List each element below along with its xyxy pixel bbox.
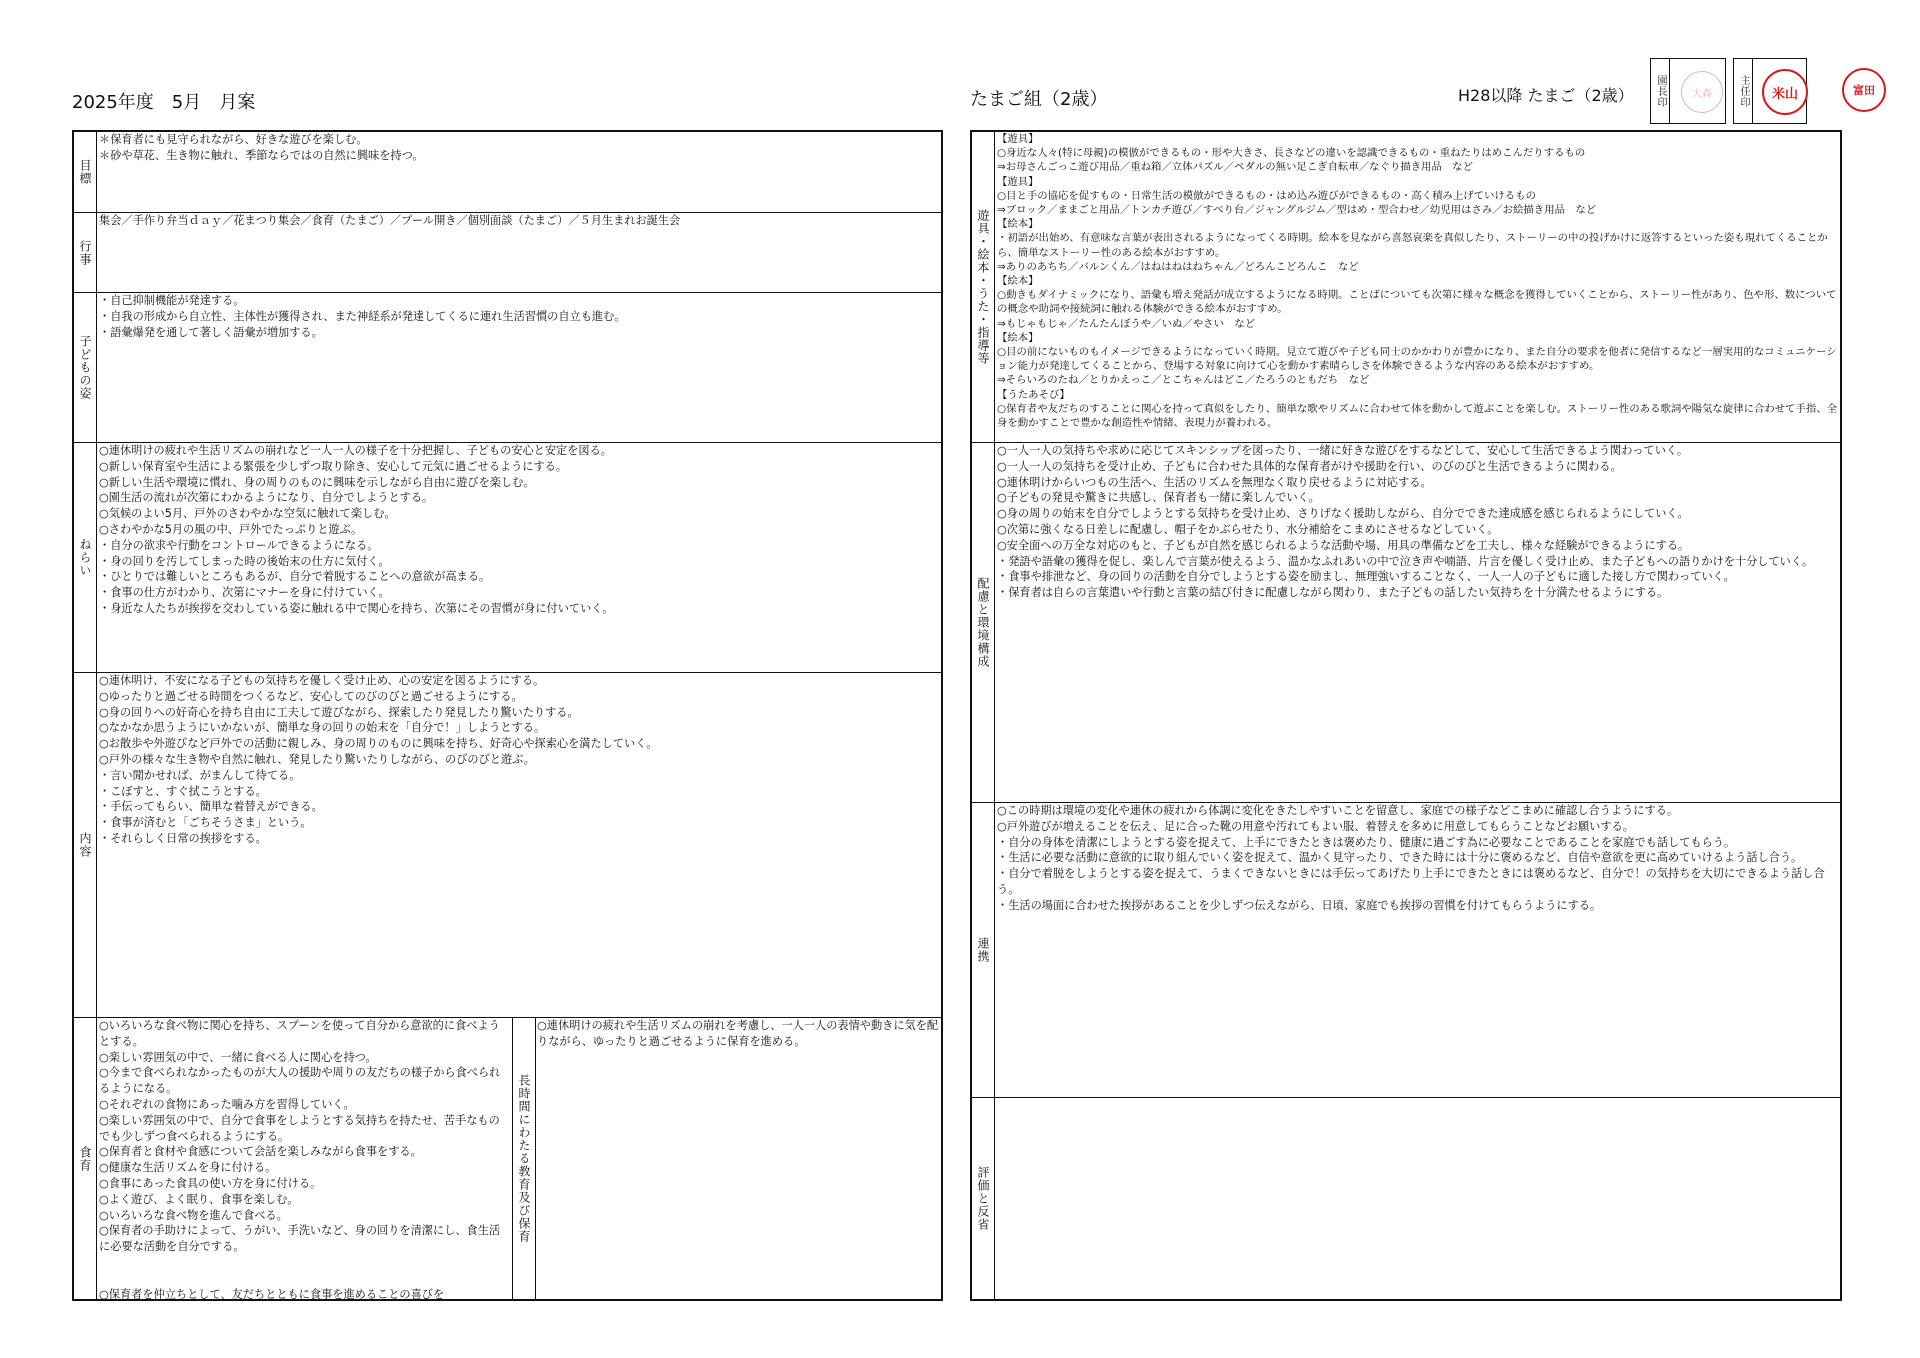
text-line: ○保育者や友だちのすることに関心を持って真似をしたり、簡単な歌やリズムに合わせて体を動かして遊ぶことを楽しむ。ストーリー性のある歌詞や陽気な旋律に合わせて手指、全身を動かすことで豊かな創造性や情緒、表現力が養われる。: [997, 402, 1838, 430]
class-name: たまご組（2歳）: [970, 89, 1108, 110]
text-line: [99, 1271, 509, 1287]
text-line: ○健康な生活リズムを身に付ける。: [99, 1161, 277, 1175]
text-line: ・生活に必要な活動に意欲的に取り組んでいく姿を捉えて、温かく見守ったり、できた時には十分に褒めるなど、自信や意欲を更に高めていけるよう話し合う。: [997, 851, 1803, 865]
text-line: ○戸外遊びが増えることを伝え、足に合った靴の用意や汚れてもよい服、着替えを多めに用意してもらうことなどお願いする。: [997, 819, 1634, 833]
text-line: ○さわやかな5月の風の中、戸外でたっぷりと遊ぶ。: [99, 522, 363, 536]
text-line: ○身近な人々(特に母親)の模倣ができるもの・形や大きさ、長さなどの違いを認識できるもの・重ねたりはめこんだりするもの: [997, 147, 1586, 160]
events-text: [97, 213, 941, 292]
text-line: ・語彙爆発を通して著しく語彙が増加する。: [99, 325, 323, 339]
teacher-stamp-label: 主任印: [1738, 74, 1749, 108]
text-line: ○動きもダイナミックになり、語彙も増え発話が成立するようになる時期。ことばについても次第に様々な概念を獲得していくことから、ストーリー性があり、色や形、数についての概念や助詞や接続詞に触れる体験ができる絵本がおすすめ。: [997, 289, 1837, 316]
text-line: ○連休明けの疲れや生活リズムの崩れを考慮し、一人一人の表情や動きに気を配りながら、ゆったりと過ごせるように保育を進める。: [537, 1019, 939, 1048]
text-line: ○戸外の様々な生き物や自然に触れ、発見したり驚いたりしながら、のびのびと遊ぶ。: [99, 752, 535, 766]
text-line: ○なかなか思うようにいかないが、簡単な身の回りの始末を「自分で！」しようとする。: [99, 721, 546, 735]
text-line: ・自分の身体を清潔にしようとする姿を捉えて、上手にできたときは褒めたり、健康に過ごす為に必要なことであることを家庭でも話してもらう。: [997, 835, 1736, 849]
text-line: ⇒そらいろのたね／とりかえっこ／とこちゃんはどこ／たろうのともだち など: [997, 374, 1370, 387]
right-plan-table: [970, 130, 1842, 1301]
goal-text: [97, 132, 941, 212]
template-reference: H28以降 たまご（2歳）: [1458, 86, 1634, 105]
text-line: ○この時期は環境の変化や連休の疲れから体調に変化をきたしやすいことを留意し、家庭での様子などこまめに確認し合うようにする。: [997, 804, 1679, 817]
text-line: ○目と手の協応を促すもの・日常生活の模倣ができるもの・はめ込み遊びができるもの・高く積み上げていけるもの: [997, 189, 1536, 202]
text-line: ○食事にあった食具の使い方を身に付ける。: [99, 1176, 322, 1190]
text-line: ・保育者は自らの言葉遣いや行動と言葉の結び付きに配慮しながら関わり、また子どもの話したい気持ちを十分満たせるようにする。: [997, 586, 1669, 600]
cooperation-row: [972, 802, 1840, 1097]
text-line: ＊保育者にも見守られながら、好きな遊びを楽しむ。: [99, 133, 368, 146]
content-row: [74, 672, 941, 1017]
text-line: ・食事の仕方がわかり、次第にマナーを身に付けていく。: [99, 586, 390, 600]
text-line: ・自己抑制機能が発達する。: [99, 294, 245, 307]
food-label: 食育: [78, 1145, 92, 1172]
goal-label: 目標: [78, 159, 92, 185]
child-state-text: [97, 293, 941, 442]
text-line: ⇒お母さんごっこ遊び用品／重ね箱／立体パズル／ペダルの無い足こぎ自転車／なぐり描き用品 など: [997, 161, 1474, 174]
text-line: ○子どもの発見や驚きに共感し、保育者も一緒に楽しんでいく。: [997, 491, 1320, 505]
text-line: ・初語が出始め、有意味な言葉が表出されるようになってくる時期。絵本を見ながら喜怒哀楽を真似したり、ストーリーの中の投げかけに返答するといった姿も現れてくることから、簡単なストーリー性のある絵本がおすすめ。: [997, 232, 1828, 259]
cooperation-text: [995, 803, 1840, 1097]
child-state-label: 子どもの姿: [78, 335, 92, 400]
aims-text: [97, 443, 941, 672]
long-hours-text: [535, 1018, 941, 1299]
evaluation-row: [972, 1097, 1840, 1299]
play-row: [972, 132, 1840, 442]
principal-stamp-label: 園長印: [1655, 74, 1666, 108]
text-line: ・言い聞かせれば、がまんして待てる。: [99, 768, 301, 782]
principal-seal: 大森: [1681, 71, 1723, 113]
text-line: ・発語や語彙の獲得を促し、楽しんで言葉が使えるよう、温かなふれあいの中で泣き声や喃語、片言を優しく受け止め、また子どもへの語りかけを十分していく。: [997, 554, 1814, 568]
play-text: [995, 132, 1840, 442]
text-line: ・自分の欲求や行動をコントロールできるようになる。: [99, 538, 379, 552]
text-line: 【絵本】: [997, 218, 1039, 231]
text-line: ・食事が済むと「ごちそうさま」という。: [99, 816, 312, 830]
evaluation-text: [995, 1098, 1840, 1299]
text-line: ○園生活の流れが次第にわかるようになり、自分でしようとする。: [99, 491, 434, 505]
text-line: ○保育者と食材や食感について会話を楽しみながら食事をする。: [99, 1145, 422, 1159]
text-line: ・食事や排泄など、身の回りの活動を自分でしようとする姿を励まし、無理強いすることなく、一人一人の子どもに適した接し方で関わっていく。: [997, 570, 1735, 584]
text-line: 集会／手作り弁当ｄａｙ／花まつり集会／食育（たまご）／プール開き／個別面談（たまご）／５月生まれお誕生会: [99, 214, 681, 227]
text-line: ＊砂や草花、生き物に触れ、季節ならではの自然に興味を持つ。: [99, 148, 424, 162]
text-line: ・身の回りを汚してしまった時の後始末の仕方に気付く。: [99, 554, 390, 568]
left-plan-table: [72, 130, 943, 1301]
text-line: ○安全面への万全な対応のもと、子どもが自然を感じられるような活動や場、用具の準備などを工夫し、様々な経験ができるようにする。: [997, 538, 1690, 552]
text-line: ○ゆったりと過ごせる時間をつくるなど、安心してのびのびと過ごせるようにする。: [99, 689, 523, 703]
text-line: ○次第に強くなる日差しに配慮し、帽子をかぶらせたり、水分補給をこまめにさせるなどしていく。: [997, 522, 1499, 536]
text-line: ・それらしく日常の挨拶をする。: [99, 831, 267, 845]
text-line: ○連休明けからいつもの生活へ、生活のリズムを無理なく取り戻せるように対応する。: [997, 475, 1432, 489]
text-line: ・ひとりでは難しいところもあるが、自分で着脱することへの意欲が高まる。: [99, 570, 491, 584]
goal-row: [74, 132, 941, 212]
text-line: ○今まで食べられなかったものが大人の援助や周りの友だちの様子から食べられるようになる。: [99, 1066, 501, 1096]
text-line: ⇒ブロック／ままごと用品／トンカチ遊び／すべり台／ジャングルジム／型はめ・型合わせ／幼児用はさみ／お絵描き用品 など: [997, 204, 1597, 217]
play-label: 遊具・絵本・うた・指導等: [976, 209, 990, 365]
text-line: ○保育者を仲立ちとして、友だちとともに食事を進めることの喜びを: [99, 1287, 445, 1299]
text-line: ○気候のよい5月、戸外のさわやかな空気に触れて楽しむ。: [99, 507, 396, 521]
long-hours-label: 長時間にわたる教育及び保育: [517, 1074, 531, 1243]
text-line: ○楽しい雰囲気の中で、自分で食事をしようとする気持ちを持たせ、苦手なものでも少しずつ食べられるようにする。: [99, 1113, 500, 1143]
text-line: ○連休明け、不安になる子どもの気持ちを優しく受け止め、心の安定を図るようにする。: [99, 674, 545, 687]
text-line: ⇒ありのあちち／バルンくん／はねはねはねちゃん／どろんこどろんこ など: [997, 260, 1359, 273]
text-line: ・生活の場面に合わせた挨拶があることを少しずつ伝えながら、日頃、家庭でも挨拶の習慣を付けてもらうようにする。: [997, 898, 1602, 912]
text-line: 【うたあそび】: [997, 388, 1070, 401]
text-line: ・こぼすと、すぐ拭こうとする。: [99, 784, 267, 798]
plan-title: 2025年度 5月 月案: [72, 92, 256, 113]
text-line: [99, 1255, 509, 1271]
food-row: [74, 1017, 941, 1299]
text-line: ○身の回りへの好奇心を持ち自由に工夫して遊びながら、探索したり発見したり驚いたりする。: [99, 705, 579, 719]
text-line: ○一人一人の気持ちを受け止め、子どもに合わせた具体的な保育者がけや援助を行い、のびのびと生活できるように関わる。: [997, 459, 1622, 473]
text-line: ○身の周りの始末を自分でしようとする気持ちを受け止め、さりげなく援助しながら、自分でできた達成感を感じられるようにしていく。: [997, 507, 1689, 521]
text-line: ○連休明けの疲れや生活リズムの崩れなど一人一人の様子を十分把握し、子どもの安心と安定を図る。: [99, 444, 612, 457]
food-text: [97, 1018, 511, 1299]
cooperation-label: 連携: [976, 937, 990, 963]
text-line: ○お散歩や外遊びなど戸外での活動に親しみ、身の周りのものに興味を持ち、好奇心や探索心を満たしていく。: [99, 737, 658, 751]
text-line: ○よく遊び、よく眠り、食事を楽しむ。: [99, 1192, 299, 1206]
text-line: ○それぞれの食物にあった噛み方を習得していく。: [99, 1097, 355, 1111]
child-state-row: [74, 292, 941, 442]
environment-text: [995, 443, 1840, 802]
text-line: ○新しい保育室や生活による緊張を少しずつ取り除き、安心して元気に過ごせるようにする。: [99, 459, 568, 473]
events-label: 行事: [78, 239, 92, 266]
content-label: 内容: [78, 832, 92, 858]
text-line: 【絵本】: [997, 331, 1039, 344]
environment-row: [972, 442, 1840, 802]
text-line: ○いろいろな食べ物を進んで食べる。: [99, 1208, 288, 1222]
text-line: 【遊具】: [997, 175, 1039, 188]
text-line: ・自分で着脱をしようとする姿を捉えて、うまくできないときには手伝ってあげたり上手にできたときには褒めるなど、自分で！の気持ちを大切にできるよう話し合う。: [997, 867, 1825, 896]
aims-row: [74, 442, 941, 672]
events-row: [74, 212, 941, 292]
text-line: ・身近な人たちが挨拶を交わしている姿に触れる中で関心を持ち、次第にその習慣が身に付いていく。: [99, 601, 614, 615]
evaluation-label: 評価と反省: [976, 1166, 990, 1231]
text-line: ○目の前にないものもイメージできるようになっていく時期。見立て遊びや子ども同士のかかわりが豊かになり、また自分の要求を他者に発信するなど一層実用的なコミュニケーション能力が発達してくることから、登場する対象に向けて心を動かす素晴らしさを体験できるような内容のある絵本がおすすめ。: [997, 346, 1837, 373]
text-line: ○一人一人の気持ちや求めに応じてスキンシップを図ったり、一緒に好きな遊びをするなどして、安心して生活できるよう関わっていく。: [997, 444, 1689, 457]
text-line: ○楽しい雰囲気の中で、一緒に食べる人に関心を持つ。: [99, 1050, 377, 1064]
text-line: ・自我の形成から自立性、主体性が獲得され、また神経系が発達してくるに連れ生活習慣の自立も進む。: [99, 309, 626, 323]
content-text: [97, 673, 941, 1017]
text-line: ・手伝ってもらい、簡単な着替えができる。: [99, 800, 323, 814]
principal-stamp-box: [1650, 58, 1726, 124]
text-line: ⇒もじゃもじゃ／たんたんぼうや／いぬ／やさい など: [997, 317, 1256, 330]
text-line: 【絵本】: [997, 275, 1039, 288]
environment-label: 配慮と環境構成: [976, 577, 990, 668]
text-line: ○保育者の手助けによって、うがい、手洗いなど、身の回りを清潔にし、食生活に必要な活動を自分でする。: [99, 1224, 501, 1254]
text-line: 【遊具】: [997, 133, 1039, 145]
text-line: ○いろいろな食べ物に関心を持ち、スプーンを使って自分から意欲的に食べようとする。: [99, 1019, 500, 1048]
teacher-seal: 米山: [1762, 69, 1808, 115]
aims-label: ねらい: [78, 538, 92, 577]
text-line: ○新しい生活や環境に慣れ、身の周りのものに興味を示しながら自由に遊びを楽しむ。: [99, 475, 535, 489]
teacher-stamp-box: [1733, 58, 1807, 124]
extra-seal: 富田: [1842, 68, 1886, 112]
